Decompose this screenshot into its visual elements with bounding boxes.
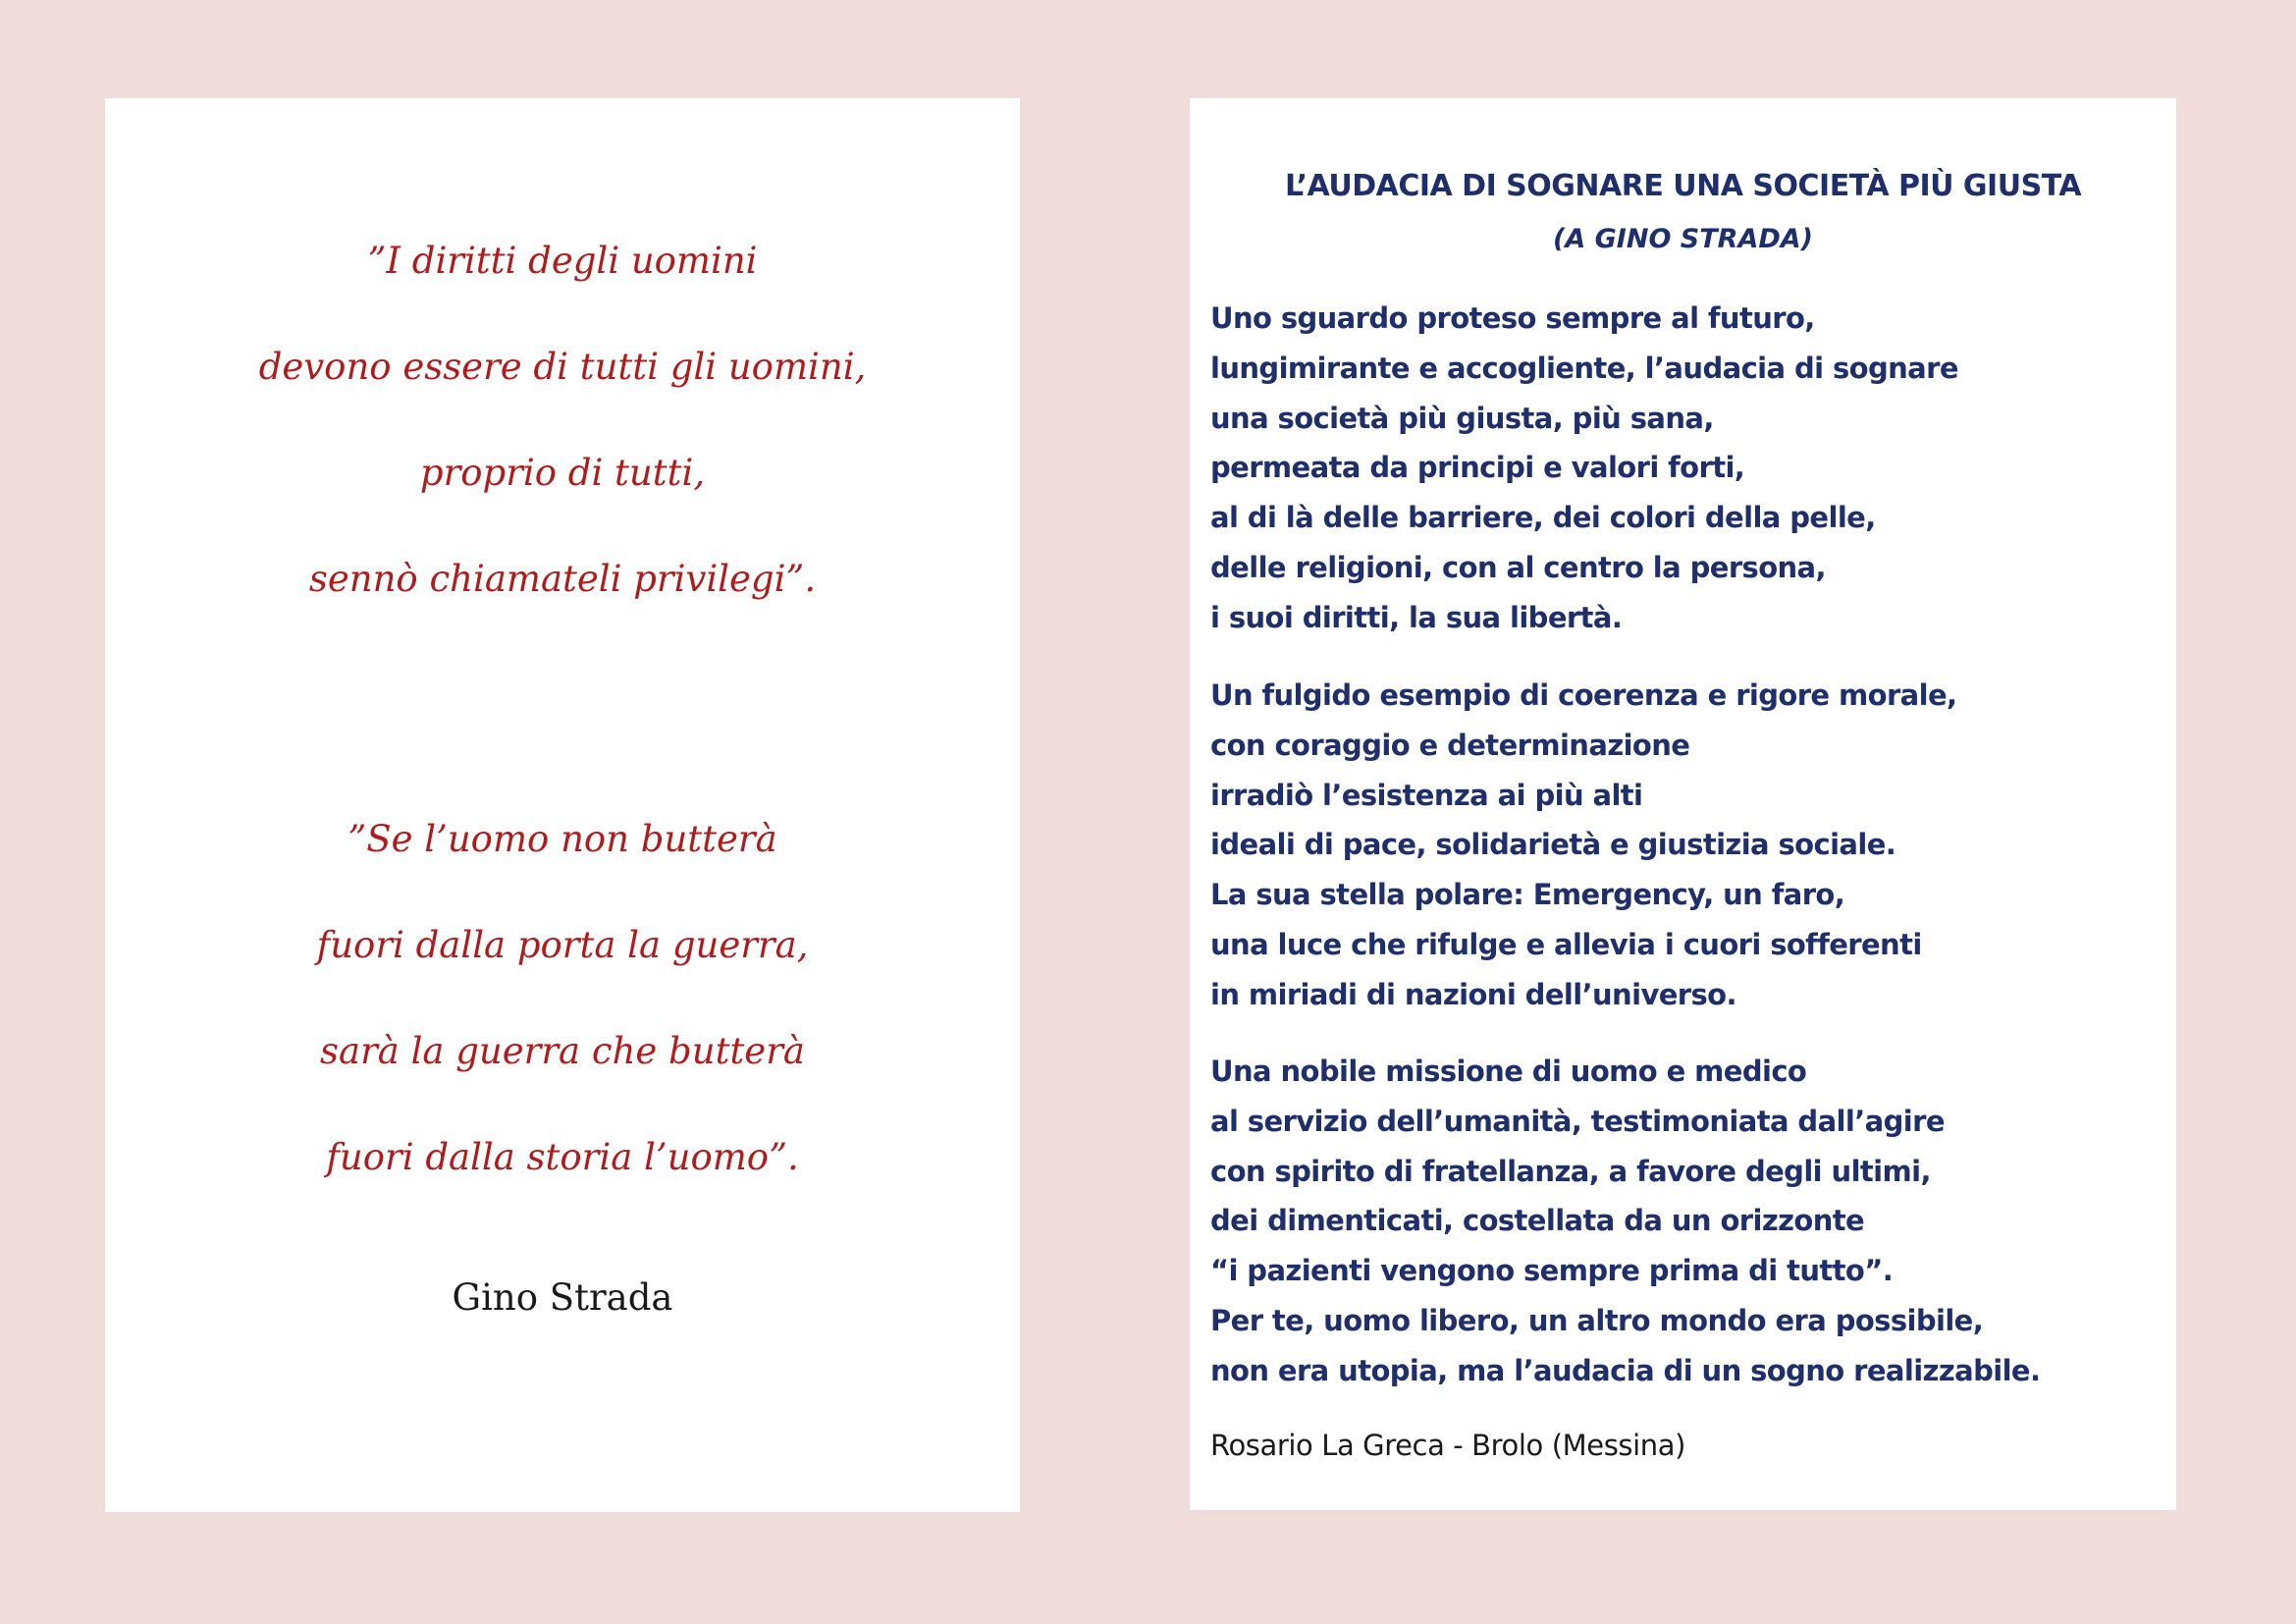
poem-line: permeata da principi e valori forti, (1210, 451, 1745, 485)
poem-stanza-2 (1210, 671, 2153, 1020)
poem-line: con coraggio e determinazione (1210, 728, 1690, 762)
poem-line: dei dimenticati, costellata da un orizzonte (1210, 1204, 1865, 1238)
quote-line: fuori dalla porta la guerra, (316, 924, 809, 966)
poem-line: irradiò l’esistenza ai più alti (1210, 778, 1643, 812)
poem-subtitle: (A GINO STRADA) (1553, 224, 1813, 254)
poem-line: in miriadi di nazioni dell’universo. (1210, 977, 1736, 1011)
quote-line: devono essere di tutti gli uomini, (258, 346, 867, 388)
poem-line: al di là delle barriere, dei colori della pelle, (1210, 501, 1876, 535)
quote-line: sarà la guerra che butterà (320, 1030, 805, 1072)
quote-line: fuori dalla storia l’uomo”. (326, 1136, 799, 1178)
poem-line: i suoi diritti, la sua libertà. (1210, 600, 1623, 634)
poem-line: Un fulgido esempio di coerenza e rigore morale, (1210, 678, 1957, 712)
poem-line: una luce che rifulge e allevia i cuori sofferenti (1210, 927, 1922, 961)
poem-line: Per te, uomo libero, un altro mondo era possibile, (1210, 1303, 1984, 1337)
poem-line: La sua stella polare: Emergency, un faro, (1210, 878, 1845, 912)
poem-line: “i pazienti vengono sempre prima di tutto”. (1210, 1254, 1894, 1288)
quote-diritti (105, 208, 1020, 632)
poem-line: non era utopia, ma l’audacia di un sogno realizzabile. (1210, 1353, 2041, 1387)
quote-guerra (105, 786, 1020, 1211)
poem-line: una società più giusta, più sana, (1210, 401, 1714, 435)
quote-card (105, 98, 1020, 1512)
quote-line: ”Se l’uomo non butterà (347, 818, 777, 860)
quote-line: proprio di tutti, (419, 452, 706, 494)
poem-line: ideali di pace, solidarietà e giustizia sociale. (1210, 828, 1896, 862)
poem-line: Una nobile missione di uomo e medico (1210, 1055, 1807, 1088)
poem-stanza-1 (1210, 294, 2153, 643)
poem-author: Rosario La Greca - Brolo (Messina) (1210, 1429, 1686, 1462)
poem-line: al servizio dell’umanità, testimoniata dall’agire (1210, 1104, 1945, 1138)
poem-title: L’AUDACIA DI SOGNARE UNA SOCIETÀ PIÙ GIUSTA (1284, 169, 2082, 203)
quote-line: sennò chiamateli privilegi”. (308, 558, 817, 600)
poem-line: Uno sguardo proteso sempre al futuro, (1210, 301, 1815, 335)
poem-stanza-3 (1210, 1047, 2153, 1396)
poem-line: lungimirante e accogliente, l’audacia di sognare (1210, 351, 1958, 385)
poem-line: con spirito di fratellanza, a favore degli ultimi, (1210, 1154, 1931, 1188)
quote-author: Gino Strada (452, 1276, 673, 1319)
poem-line: delle religioni, con al centro la persona, (1210, 550, 1826, 584)
poem-card (1190, 98, 2176, 1510)
quote-line: ”I diritti degli uomini (367, 240, 758, 282)
